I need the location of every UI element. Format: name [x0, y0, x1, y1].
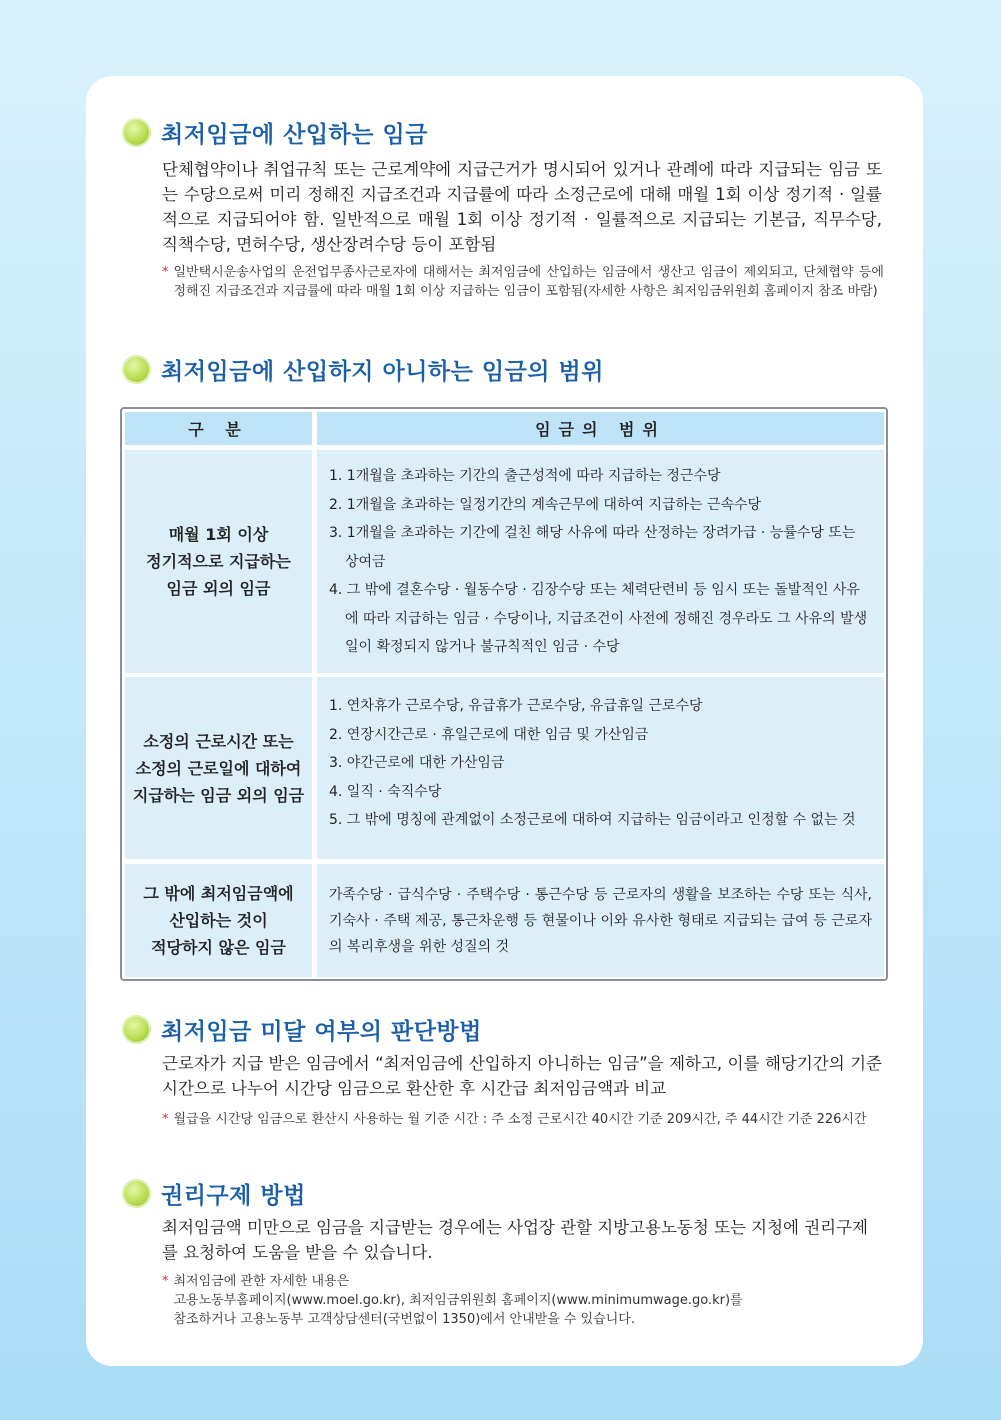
section-title-text: 최저임금에 산입하지 아니하는 임금의 범위: [161, 359, 604, 385]
table-header-range: 임금의 범위: [317, 412, 884, 445]
list-item: 1. 연차휴가 근로수당, 유급휴가 근로수당, 유급휴일 근로수당: [329, 698, 703, 714]
note-text: 월급을 시간당 임금으로 환산시 사용하는 월 기준 시간 : 주 소정 근로시간 40시간 기준 209시간, 주 44시간 기준 226시간: [173, 1112, 867, 1127]
note-included-wages: [162, 263, 884, 301]
section-title-text: 최저임금에 산입하는 임금: [161, 122, 428, 148]
table-row-category: 소정의 근로시간 또는 소정의 근로일에 대하여 지급하는 임금 외의 임금: [125, 677, 312, 859]
note-line: 참조하거나 고용노동부 고객상담센터(국번없이 1350)에서 안내받을 수 있습니다.: [173, 1312, 635, 1327]
list-item: 2. 연장시간근로 · 휴일근로에 대한 임금 및 가산임금: [329, 726, 649, 743]
table-header-category: 구 분: [125, 412, 312, 445]
asterisk-icon: *: [162, 265, 169, 280]
note-line: 최저임금에 관한 자세한 내용은: [173, 1274, 350, 1289]
asterisk-icon: *: [162, 1274, 169, 1289]
table-row-items: [317, 677, 884, 859]
section-title-text: 최저임금 미달 여부의 판단방법: [161, 1019, 482, 1045]
green-bullet-icon: [122, 1015, 151, 1044]
excluded-wages-table: [120, 407, 888, 981]
section-title-included-wages: [122, 116, 428, 149]
list-item: 4. 그 밖에 결혼수당 · 월동수당 · 김장수당 또는 체력단련비 등 임시 또는 돌발적인 사유에 따라 지급하는 임금 · 수당이나, 지급조건이 사전에 정해진 경우라도 그 사유의 발생일이 확정되지 않거나 불규칙적인 임금 · 수당: [329, 582, 868, 655]
note-judgment-method: [162, 1110, 884, 1129]
section-body-judgment-method: 근로자가 지급 받은 임금에서 “최저임금에 산입하지 아니하는 임금”을 제하고, 이를 해당기간의 기준시간으로 나누어 시간당 임금으로 환산한 후 시간급 최저임금액과 비교: [162, 1054, 882, 1098]
green-bullet-icon: [122, 1179, 151, 1208]
note-remedy: [162, 1272, 884, 1329]
list-item: 5. 그 밖에 명칭에 관계없이 소정근로에 대하여 지급하는 임금이라고 인정할 수 없는 것: [329, 812, 856, 828]
table-row-category: 매월 1회 이상 정기적으로 지급하는 임금 외의 임금: [125, 450, 312, 673]
note-text: [174, 1272, 743, 1329]
section-body-included-wages: 단체협약이나 취업규칙 또는 근로계약에 지급근거가 명시되어 있거나 관례에 따라 지급되는 임금 또는 수당으로써 미리 정해진 지급조건과 지급률에 따라 소정근로에 대해 매월 1회 이상 정기적 · 일률적으로 지급되어야 함. 일반적으로 매월 1회 이상 정기적 · 일률적으로 지급되는 기본급, 직무수당, 직책수당, 면허수당, 생산장려수당 등이 포함됨: [162, 160, 882, 254]
table-row-text: 가족수당 · 급식수당 · 주택수당 · 통근수당 등 근로자의 생활을 보조하는 수당 또는 식사, 기숙사 · 주택 제공, 통근차운행 등 현물이나 이와 유사한 형태로 지급되는 급여 등 근로자의 복리후생을 위한 성질의 것: [329, 887, 872, 955]
asterisk-icon: *: [162, 1112, 169, 1127]
section-body-remedy: 최저임금액 미만으로 임금을 지급받는 경우에는 사업장 관할 지방고용노동청 또는 지청에 권리구제를 요청하여 도움을 받을 수 있습니다.: [162, 1218, 868, 1262]
list-item: 3. 야간근로에 대한 가산임금: [329, 755, 505, 771]
list-item: 3. 1개월을 초과하는 기간에 걸친 해당 사유에 따라 산정하는 장려가급 · 능률수당 또는 상여금: [329, 525, 856, 570]
list-item: 4. 일직 · 숙직수당: [329, 783, 442, 800]
section-title-excluded-wages: [122, 353, 604, 386]
table-row-category: 그 밖에 최저임금액에 산입하는 것이 적당하지 않은 임금: [125, 864, 312, 977]
section-title-text: 권리구제 방법: [161, 1183, 306, 1209]
table-row-items: [317, 864, 884, 977]
section-title-judgment-method: [122, 1013, 482, 1046]
green-bullet-icon: [122, 355, 151, 384]
note-text: 일반택시운송사업의 운전업무종사근로자에 대해서는 최저임금에 산입하는 임금에서 생산고 임금이 제외되고, 단체협약 등에 정해진 지급조건과 지급률에 따라 매월 1회 이상 지급하는 임금이 포함됨(자세한 사항은 최저임금위원회 홈페이지 참조 바람): [173, 265, 884, 299]
list-item: 2. 1개월을 초과하는 일정기간의 계속근무에 대하여 지급하는 근속수당: [329, 496, 762, 513]
note-line: 고용노동부홈페이지(www.moel.go.kr), 최저임금위원회 홈페이지(www.minimumwage.go.kr)를: [173, 1293, 743, 1308]
list-item: 1. 1개월을 초과하는 기간의 출근성적에 따라 지급하는 정근수당: [329, 468, 721, 484]
table-row-items: [317, 450, 884, 673]
green-bullet-icon: [122, 118, 151, 147]
section-title-remedy: [122, 1177, 306, 1210]
